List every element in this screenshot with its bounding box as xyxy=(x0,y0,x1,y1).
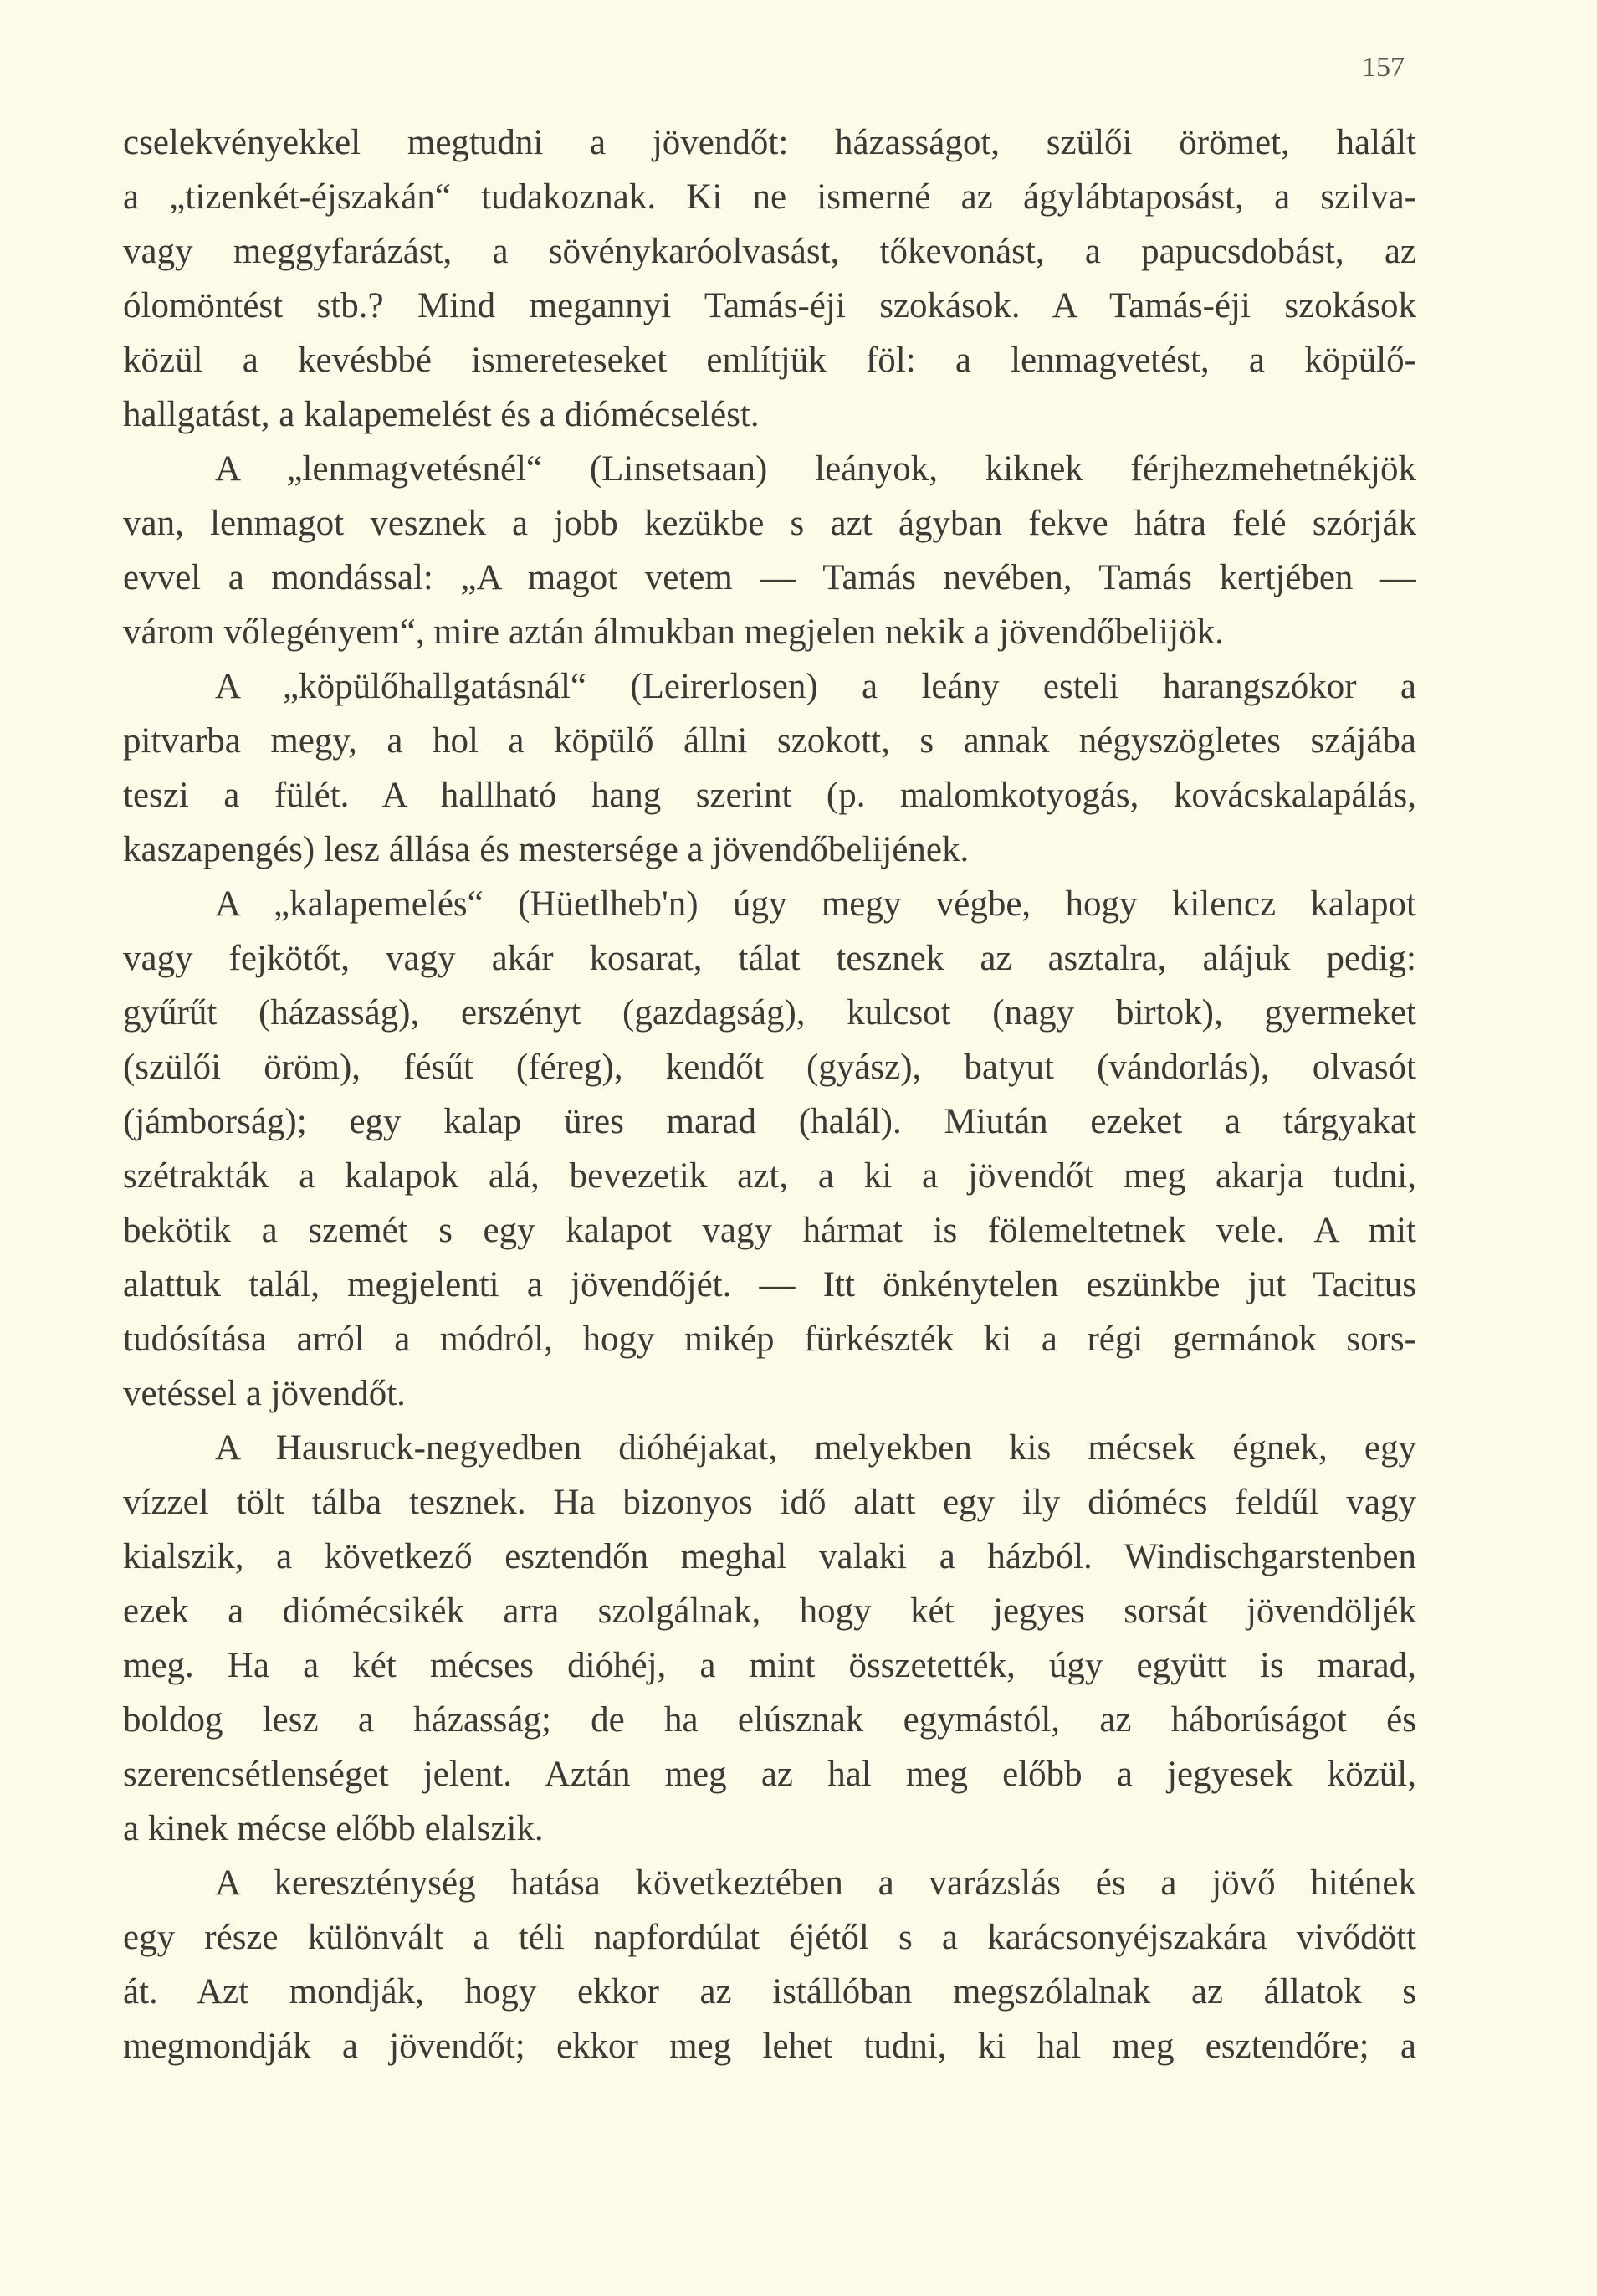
text-line: A „köpülőhallgatásnál“ (Leirerlosen) a leány esteli harangszókor a xyxy=(215,667,1416,706)
text-line: várom vőlegényem“, mire aztán álmukban megjelen nekik a jövendőbelijök. xyxy=(123,612,1224,652)
text-line: át. Azt mondják, hogy ekkor az istállóban megszólalnak az állatok s xyxy=(123,1972,1416,2012)
text-line: a „tizenkét-éjszakán“ tudakoznak. Ki ne ismerné az ágylábtaposást, a szilva- xyxy=(123,177,1416,217)
text-line: vagy fejkötőt, vagy akár kosarat, tálat tesznek az asztalra, alájuk pedig: xyxy=(123,939,1416,978)
text-line: hallgatást, a kalapemelést és a diómécselést. xyxy=(123,395,760,434)
page-number: 157 xyxy=(1362,52,1405,83)
text-line: kaszapengés) lesz állása és mestersége a jövendőbelijének. xyxy=(123,830,970,869)
text-line: ólomöntést stb.? Mind megannyi Tamás-éji szokások. A Tamás-éji szokások xyxy=(123,286,1416,325)
text-line: vízzel tölt tálba tesznek. Ha bizonyos idő alatt egy ily diómécs feldűl vagy xyxy=(123,1483,1416,1522)
text-line: teszi a fülét. A hallható hang szerint (p. malomkotyogás, kovácskalapálás, xyxy=(123,776,1416,815)
text-line: pitvarba megy, a hol a köpülő állni szokott, s annak négyszögletes szájába xyxy=(123,721,1416,761)
text-line: A „lenmagvetésnél“ (Linsetsaan) leányok, kiknek férjhezmehetnékjök xyxy=(215,449,1416,489)
text-line: szétrakták a kalapok alá, bevezetik azt, a ki a jövendőt meg akarja tudni, xyxy=(123,1156,1416,1196)
text-line: alattuk talál, megjelenti a jövendőjét. — Itt önkénytelen eszünkbe jut Tacitus xyxy=(123,1265,1416,1304)
text-line: ezek a diómécsikék arra szolgálnak, hogy két jegyes sorsát jövendöljék xyxy=(123,1591,1416,1631)
text-line: kialszik, a következő esztendőn meghal valaki a házból. Windischgarstenben xyxy=(123,1537,1416,1576)
text-line: tudósítása arról a módról, hogy mikép fürkészték ki a régi germánok sors- xyxy=(123,1320,1416,1359)
text-line: közül a kevésbbé ismereteseket említjük föl: a lenmagvetést, a köpülő- xyxy=(123,341,1416,380)
text-line: evvel a mondással: „A magot vetem — Tamás nevében, Tamás kertjében — xyxy=(123,558,1416,597)
text-line: A kereszténység hatása következtében a varázslás és a jövő hitének xyxy=(215,1863,1416,1903)
text-line: vagy meggyfarázást, a sövénykaróolvasást, tőkevonást, a papucsdobást, az xyxy=(123,232,1416,271)
text-line: egy része különvált a téli napfordúlat éjétől s a karácsonyéjszakára vivődött xyxy=(123,1918,1416,1957)
text-line: szerencsétlenséget jelent. Aztán meg az hal meg előbb a jegyesek közül, xyxy=(123,1755,1416,1794)
text-line: boldog lesz a házasság; de ha elúsznak egymástól, az háborúságot és xyxy=(123,1700,1416,1740)
text-line: van, lenmagot vesznek a jobb kezükbe s azt ágyban fekve hátra felé szórják xyxy=(123,504,1416,543)
text-line: gyűrűt (házasság), erszényt (gazdagság), kulcsot (nagy birtok), gyermeket xyxy=(123,993,1416,1033)
text-line: A Hausruck-negyedben dióhéjakat, melyekben kis mécsek égnek, egy xyxy=(215,1428,1416,1468)
text-line: a kinek mécse előbb elalszik. xyxy=(123,1809,544,1848)
body-text xyxy=(123,115,1416,2073)
text-line: cselekvényekkel megtudni a jövendőt: házasságot, szülői örömet, halált xyxy=(123,123,1416,162)
text-line: vetéssel a jövendőt. xyxy=(123,1374,406,1413)
text-line: megmondják a jövendőt; ekkor meg lehet tudni, ki hal meg esztendőre; a xyxy=(123,2027,1416,2066)
text-line: meg. Ha a két mécses dióhéj, a mint összetették, úgy együtt is marad, xyxy=(123,1646,1416,1685)
text-line: bekötik a szemét s egy kalapot vagy hármat is fölemeltetnek vele. A mit xyxy=(123,1211,1416,1250)
text-line: (jámborság); egy kalap üres marad (halál). Miután ezeket a tárgyakat xyxy=(123,1102,1416,1141)
text-line: A „kalapemelés“ (Hüetlheb'n) úgy megy végbe, hogy kilencz kalapot xyxy=(215,884,1416,924)
text-line: (szülői öröm), fésűt (féreg), kendőt (gyász), batyut (vándorlás), olvasót xyxy=(123,1048,1416,1087)
